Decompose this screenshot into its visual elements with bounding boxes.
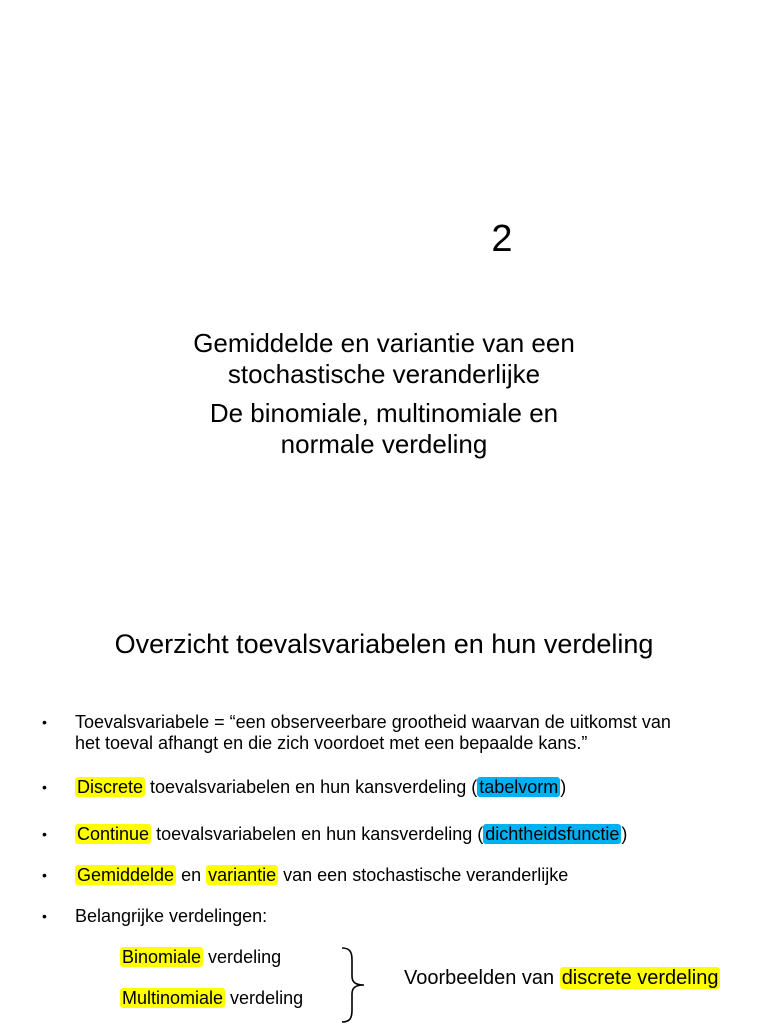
chapter-title-part-2 [100,398,668,460]
bullet-text [75,824,627,845]
highlight-gemiddelde: Gemiddelde [77,865,175,885]
bullet-line: Toevalsvariabele = “een observeerbare grootheid waarvan de uitkomst van [75,712,671,732]
bullet-discrete [42,777,752,798]
example-text: Voorbeelden van [404,967,560,989]
bullet-line: het toeval afhangt en die zich voordoet met een bepaalde kans.” [75,733,588,753]
highlight-binomiale: Binomiale [122,947,202,967]
example-label [404,967,720,990]
highlight-continue: Continue [77,824,150,844]
title-line: stochastische veranderlijke [227,359,541,389]
bullet-text: Belangrijke verdelingen: [75,906,268,926]
bullet-dot: • [42,826,47,842]
bullet-dot: • [42,779,47,795]
right-brace-icon [338,946,372,1024]
distribution-multinomiale [120,988,303,1009]
distribution-text: verdeling [203,947,282,967]
bullet-dot: • [42,714,47,730]
title-line: normale verdeling [280,429,488,459]
bullet-text [75,777,566,798]
highlight-tabelvorm: tabelvorm [479,777,559,797]
title-line: De binomiale, multinomiale en [209,398,559,428]
bullet-text [75,712,671,754]
bullet-verdelingen [42,906,752,927]
bullet-text-part: van een stochastische veranderlijke [278,865,569,885]
bullet-text-part: en [176,865,207,885]
bullet-continue [42,824,752,845]
bullet-text [75,865,568,886]
distribution-text: verdeling [225,988,304,1008]
highlight-dichtheidsfunctie: dichtheidsfunctie [485,824,620,844]
chapter-number: 2 [491,218,513,260]
highlight-multinomiale: Multinomiale [122,988,224,1008]
bullet-dot: • [42,908,47,924]
title-line: Gemiddelde en variantie van een [193,328,575,358]
bullet-dot: • [42,867,47,883]
distribution-binomiale [120,947,281,968]
highlight-variantie: variantie [208,865,277,885]
bullet-text-part: ) [560,777,567,797]
slide-heading: Overzicht toevalsvariabelen en hun verdeling [114,629,654,659]
bullet-gemiddelde [42,865,752,886]
chapter-title-part-1 [100,328,668,390]
highlight-discrete-verdeling: discrete verdeling [561,967,719,989]
highlight-discrete: Discrete [77,777,144,797]
bullet-text-part: toevalsvariabelen en hun kansverdeling ( [151,824,484,844]
bullet-definition [42,712,752,754]
bullet-text-part: ) [621,824,628,844]
bullet-text-part: toevalsvariabelen en hun kansverdeling ( [145,777,478,797]
